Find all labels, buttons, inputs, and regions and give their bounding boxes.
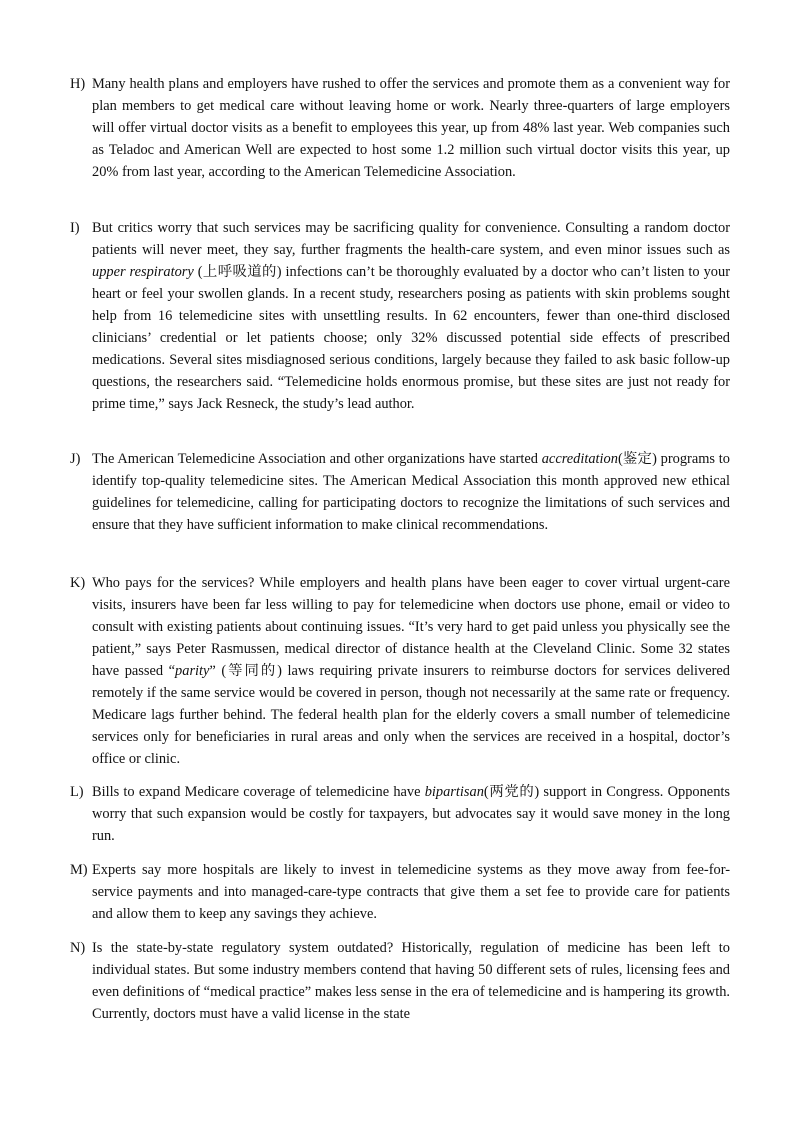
paragraph-letter: K) [70,575,86,591]
paragraph-text [92,448,730,536]
text-segment: But critics worry that such services may be sacrificing quality for convenience. Consulting a random doctor patients will never meet, they say, further fragments the health-care system, and even minor issues such as [92,220,730,258]
paragraph-k [70,572,730,770]
paragraph-text [92,937,730,1025]
paragraph-letter: N) [70,940,86,956]
text-segment: Experts say more hospitals are likely to invest in telemedicine systems as they move away from fee-for-service payments and into managed-care-type contracts that give them a set fee to provide care for patients and allow them to keep any savings they achieve. [92,862,730,922]
paragraph-letter: M) [70,862,88,878]
text-segment: Many health plans and employers have rushed to offer the services and promote them as a convenient way for plan members to get medical care without leaving home or work. Nearly three-quarters of large employers will offer virtual doctor visits as a benefit to employees this year, up from 48% last year. Web companies such as Teladoc and American Well are expected to host some 1.2 million such virtual doctor visits this year, up 20% from last year, according to the American Telemedicine Association. [92,76,730,180]
text-segment: (两党的) support in Congress. Opponents worry that such expansion would be costly for taxpayers, but advocates say it would save money in the long run. [92,784,730,844]
text-segment: (鉴定) programs to identify top-quality telemedicine sites. The American Medical Association this month approved new ethical guidelines for telemedicine, calling for participating doctors to recognize the limitations of such services and ensure that they have sufficient information to make clinical recommendations. [92,451,730,533]
paragraph-text [92,217,730,415]
italic-term: upper respiratory [92,264,194,280]
paragraph-letter: H) [70,76,86,92]
text-segment: Who pays for the services? While employers and health plans have been eager to cover virtual urgent-care visits, insurers have been far less willing to pay for telemedicine when doctors use phone, email or video to consult with existing patients about continuing issues. “It’s very hard to get paid unless you physically see the patient,” says Peter Rasmussen, medical director of distance health at the Cleveland Clinic. Some 32 states have passed “ [92,575,730,679]
text-segment: ” (等同的) laws requiring private insurers to reimburse doctors for services delivered remotely if the same service would be covered in person, though not necessarily at the same rate or frequency. Medicare lags further behind. The federal health plan for the elderly covers a small number of telemedicine services only for beneficiaries in rural areas and only when the services are received in a hospital, doctor’s office or clinic. [92,663,730,767]
text-segment: The American Telemedicine Association and other organizations have started [92,451,542,467]
text-segment: Bills to expand Medicare coverage of telemedicine have [92,784,425,800]
paragraph-n [70,937,730,1025]
paragraph-text [92,859,730,925]
paragraph-i [70,217,730,415]
paragraph-letter: I) [70,220,80,236]
paragraph-text [92,73,730,183]
paragraph-m [70,859,730,925]
text-segment: (上呼吸道的) infections can’t be thoroughly evaluated by a doctor who can’t listen to your heart or feel your swollen glands. In a recent study, researchers posing as patients with skin problems sought help from 16 telemedicine sites with unsettling results. In 62 encounters, fewer than one-third disclosed clinicians’ credential or let patients choose; only 32% discussed potential side effects of prescribed medications. Several sites misdiagnosed serious conditions, largely because they failed to ask basic follow-up questions, the researchers said. “Telemedicine holds enormous promise, but these sites are just not ready for prime time,” says Jack Resneck, the study’s lead author. [92,264,730,412]
text-segment: Is the state-by-state regulatory system outdated? Historically, regulation of medicine has been left to individual states. But some industry members contend that having 50 different sets of rules, licensing fees and even definitions of “medical practice” makes less sense in the era of telemedicine and is hampering its growth. Currently, doctors must have a valid license in the state [92,940,730,1022]
paragraph-h [70,73,730,183]
italic-term: accreditation [541,451,618,467]
paragraph-letter: L) [70,784,84,800]
paragraph-letter: J) [70,451,81,467]
paragraph-j [70,448,730,536]
paragraph-text [92,781,730,847]
italic-term: bipartisan [424,784,484,800]
italic-term: parity [175,663,210,679]
paragraph-l [70,781,730,847]
paragraph-text [92,572,730,770]
